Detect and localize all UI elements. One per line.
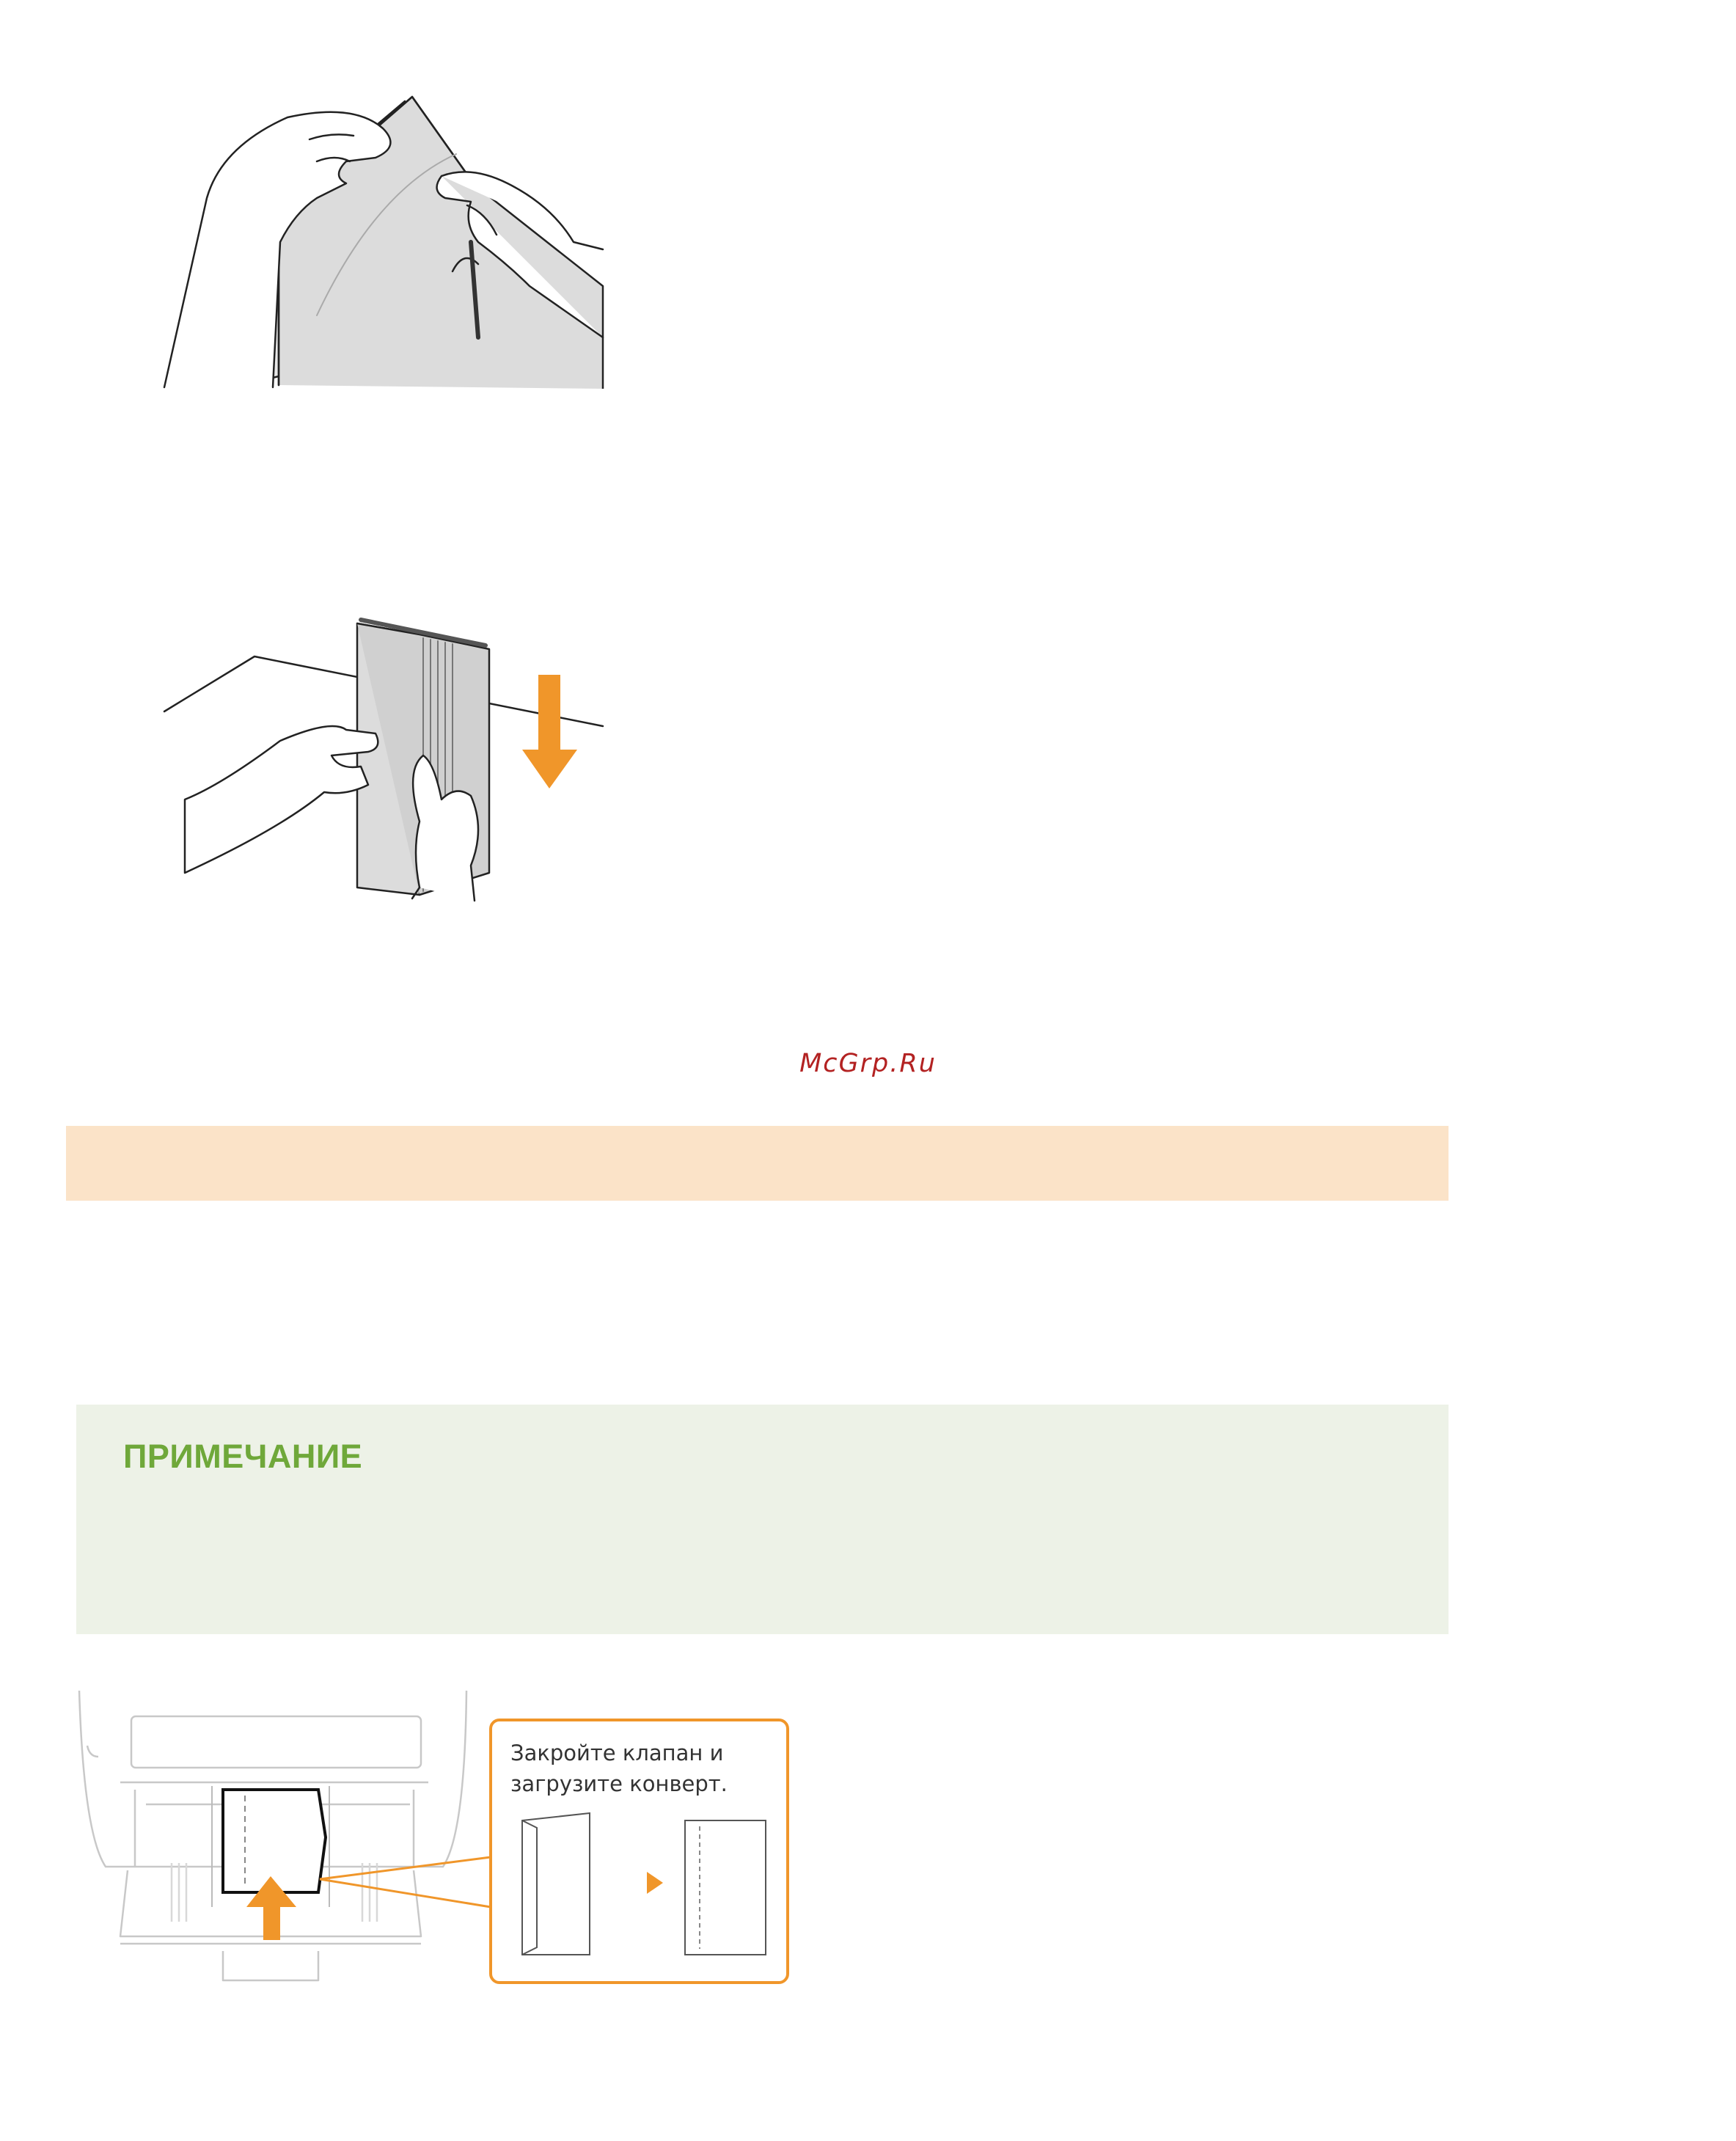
note-box — [76, 1405, 1449, 1634]
callout-line-2: загрузите конверт. — [510, 1771, 728, 1796]
envelope-loading-tray-icon — [76, 1687, 794, 1995]
hands-fanning-envelopes-icon — [163, 95, 607, 389]
caution-band — [66, 1126, 1449, 1201]
callout-line-1: Закройте клапан и — [510, 1741, 724, 1765]
note-title: ПРИМЕЧАНИЕ — [123, 1438, 363, 1475]
hands-aligning-envelopes-icon — [163, 609, 607, 902]
watermark: McGrp.Ru — [799, 1049, 937, 1078]
